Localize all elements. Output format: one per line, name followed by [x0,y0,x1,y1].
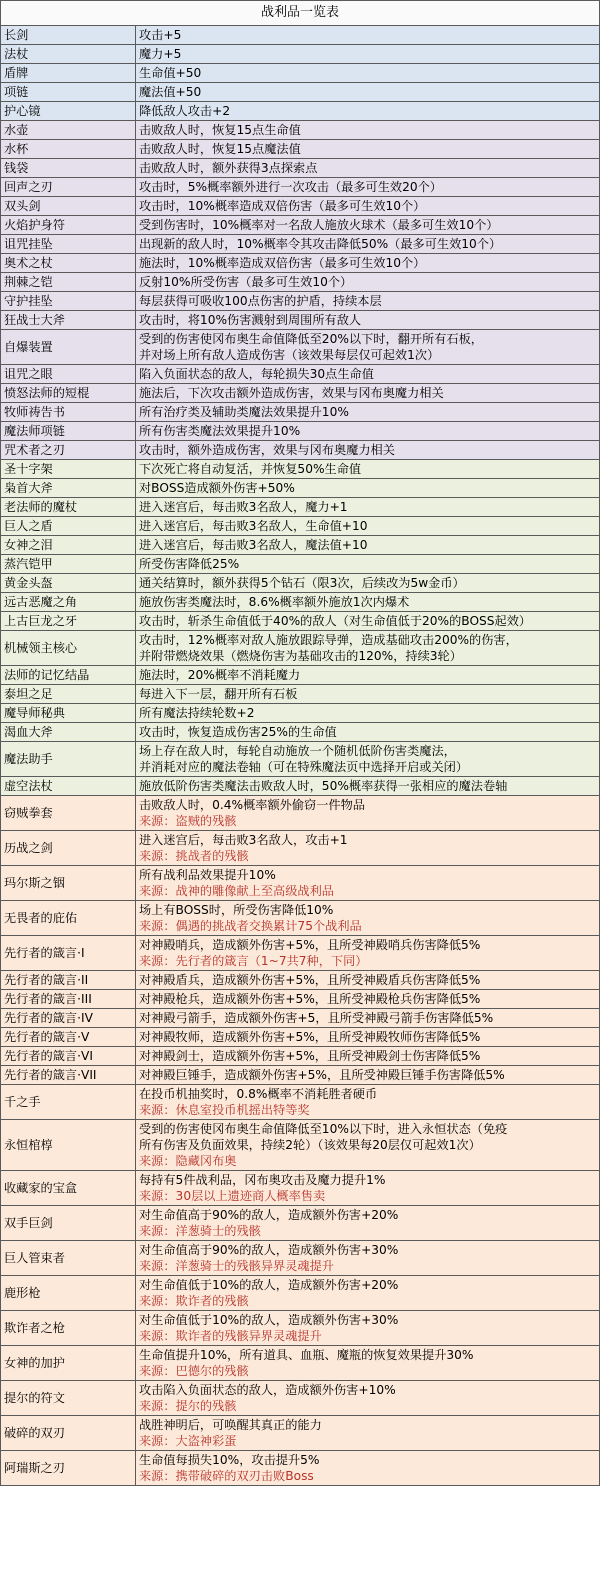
item-effect [136,216,600,235]
table-row [1,777,600,796]
item-name: 项链 [1,83,136,102]
table-row [1,197,600,216]
table-row [1,666,600,685]
effect-text: 所有战利品效果提升10% [139,868,276,882]
effect-text: 攻击时，12%概率对敌人施放跟踪导弹，造成基础攻击200%的伤害， [139,633,518,647]
table-row [1,1120,600,1171]
item-name: 奥术之杖 [1,254,136,273]
table-row [1,990,600,1009]
table-row [1,1381,600,1416]
effect-text: 对神殿巨锤手，造成额外伤害+5%，且所受神殿巨锤手伤害降低5% [139,1068,505,1082]
table-row [1,971,600,990]
item-name: 魔法师项链 [1,422,136,441]
effect-text: 进入迷宫后，每击败3名敌人，生命值+10 [139,519,368,533]
item-name: 水壶 [1,121,136,140]
item-name: 先行者的箴言·III [1,990,136,1009]
item-name: 历战之剑 [1,831,136,866]
item-name: 咒术者之刃 [1,441,136,460]
effect-text: 攻击陷入负面状态的敌人，造成额外伤害+10% [139,1383,396,1397]
item-name: 愤怒法师的短棍 [1,384,136,403]
item-name: 法杖 [1,45,136,64]
table-row [1,422,600,441]
table-row [1,83,600,102]
item-effect [136,479,600,498]
source-text: 来源：欺诈者的残骸 [139,1294,249,1308]
effect-text: 对神殿牧师，造成额外伤害+5%，且所受神殿牧师伤害降低5% [139,1030,481,1044]
item-effect [136,1381,600,1416]
item-name: 长剑 [1,26,136,45]
table-row [1,1311,600,1346]
effect-text: 对神殿枪兵，造成额外伤害+5%，且所受神殿枪兵伤害降低5% [139,992,481,1006]
table-row [1,441,600,460]
effect-text: 击败敌人时，0.4%概率额外偷窃一件物品 [139,798,365,812]
item-name: 收藏家的宝盒 [1,1171,136,1206]
item-effect [136,1085,600,1120]
item-name: 先行者的箴言·VI [1,1047,136,1066]
item-effect [136,273,600,292]
item-name: 破碎的双刃 [1,1416,136,1451]
item-name: 巨人管束者 [1,1241,136,1276]
table-row [1,555,600,574]
table-row [1,631,600,666]
effect-text: 击败敌人时，额外获得3点探索点 [139,161,318,175]
effect-text: 击败敌人时，恢复15点魔法值 [139,142,301,156]
effect-text: 并附带燃烧效果（燃烧伤害为基础攻击的120%，持续3轮） [139,649,462,663]
effect-text: 对神殿剑士，造成额外伤害+5%，且所受神殿剑士伤害降低5% [139,1049,481,1063]
effect-text: 攻击时，额外造成伤害，效果与冈布奥魔力相关 [139,443,395,457]
effect-text: 每持有5件战利品，冈布奥攻击及魔力提升1% [139,1173,386,1187]
table-row [1,1009,600,1028]
item-name: 无畏者的庇佑 [1,901,136,936]
source-text: 来源：挑战者的残骸 [139,849,249,863]
table-row [1,723,600,742]
table-row [1,498,600,517]
item-name: 先行者的箴言·V [1,1028,136,1047]
item-effect [136,64,600,83]
item-effect [136,723,600,742]
source-text: 来源：30层以上遗迹商人概率售卖 [139,1189,326,1203]
effect-text: 生命值+50 [139,66,202,80]
table-row [1,1346,600,1381]
effect-text: 战胜神明后，可唤醒其真正的能力 [139,1418,322,1432]
source-text: 来源：携带破碎的双刃击败Boss [139,1469,314,1483]
item-name: 回声之刃 [1,178,136,197]
effect-text: 攻击时，恢复造成伤害25%的生命值 [139,725,337,739]
item-name: 黄金头盔 [1,574,136,593]
effect-text: 施放伤害类魔法时，8.6%概率额外施放1次内爆术 [139,595,410,609]
item-name: 先行者的箴言·IV [1,1009,136,1028]
item-name: 窃贼拳套 [1,796,136,831]
item-effect [136,1346,600,1381]
table-row [1,1047,600,1066]
item-name: 枭首大斧 [1,479,136,498]
effect-text: 受到的伤害使冈布奥生命值降低至10%以下时，进入永恒状态（免疫 [139,1122,508,1136]
table-row [1,45,600,64]
effect-text: 场上存在敌人时，每轮自动施放一个随机低阶伤害类魔法， [139,744,456,758]
effect-text: 所受伤害降低25% [139,557,240,571]
item-effect [136,441,600,460]
item-effect [136,422,600,441]
effect-text: 攻击时，5%概率额外进行一次攻击（最多可生效20个） [139,180,442,194]
item-effect [136,330,600,365]
effect-text: 施法后，下次攻击额外造成伤害，效果与冈布奥魔力相关 [139,386,444,400]
item-name: 远古恶魔之角 [1,593,136,612]
item-name: 渴血大斧 [1,723,136,742]
table-row [1,574,600,593]
effect-text: 对神殿盾兵，造成额外伤害+5%，且所受神殿盾兵伤害降低5% [139,973,481,987]
table-row [1,235,600,254]
effect-text: 下次死亡将自动复活，并恢复50%生命值 [139,462,362,476]
item-name: 上古巨龙之牙 [1,612,136,631]
item-effect [136,1066,600,1085]
item-name: 虚空法杖 [1,777,136,796]
item-name: 双手巨剑 [1,1206,136,1241]
table-row [1,593,600,612]
table-row [1,901,600,936]
table-row [1,742,600,777]
source-text: 来源：战神的雕像献上至高级战利品 [139,884,334,898]
item-effect [136,403,600,422]
item-name: 守护挂坠 [1,292,136,311]
table-row [1,1066,600,1085]
table-row [1,536,600,555]
item-effect [136,555,600,574]
effect-text: 生命值每损失10%，攻击提升5% [139,1453,320,1467]
item-effect [136,235,600,254]
table-row [1,460,600,479]
table-row [1,403,600,422]
effect-text: 受到的伤害使冈布奥生命值降低至20%以下时，翻开所有石板， [139,332,483,346]
item-name: 欺诈者之枪 [1,1311,136,1346]
item-effect [136,1206,600,1241]
item-effect [136,1416,600,1451]
table-row [1,1241,600,1276]
source-text: 来源：偶遇的挑战者交换累计75个战利品 [139,919,362,933]
item-effect [136,121,600,140]
item-effect [136,460,600,479]
source-text: 来源：隐藏冈布奥 [139,1154,237,1168]
item-effect [136,292,600,311]
item-name: 先行者的箴言·II [1,971,136,990]
table-row [1,102,600,121]
table-row [1,140,600,159]
source-text: 来源：大盗神彩蛋 [139,1434,237,1448]
item-name: 诅咒之眼 [1,365,136,384]
item-name: 女神之泪 [1,536,136,555]
effect-text: 场上有BOSS时，所受伤害降低10% [139,903,334,917]
table-row [1,1028,600,1047]
item-name: 狂战士大斧 [1,311,136,330]
item-name: 圣十字架 [1,460,136,479]
table-row [1,1276,600,1311]
item-effect [136,901,600,936]
effect-text: 生命值提升10%，所有道具、血瓶、魔瓶的恢复效果提升30% [139,1348,474,1362]
item-name: 巨人之盾 [1,517,136,536]
effect-text: 通关结算时，额外获得5个钻石（限3次，后续改为5w金币） [139,576,465,590]
item-effect [136,536,600,555]
item-effect [136,517,600,536]
effect-text: 受到伤害时，10%概率对一名敌人施放火球术（最多可生效10个） [139,218,499,232]
item-effect [136,83,600,102]
item-name: 机械领主核心 [1,631,136,666]
item-name: 老法师的魔杖 [1,498,136,517]
item-effect [136,102,600,121]
item-name: 永恒棺椁 [1,1120,136,1171]
table-row [1,1451,600,1486]
source-text: 来源：巴德尔的残骸 [139,1364,249,1378]
effect-text: 攻击+5 [139,28,182,42]
item-name: 阿瑞斯之刃 [1,1451,136,1486]
item-effect [136,612,600,631]
item-name: 牧师祷告书 [1,403,136,422]
item-effect [136,971,600,990]
item-effect [136,197,600,216]
item-name: 鹿形枪 [1,1276,136,1311]
table-row [1,330,600,365]
item-name: 千之手 [1,1085,136,1120]
item-name: 盾牌 [1,64,136,83]
table-row [1,26,600,45]
table-row [1,159,600,178]
item-name: 魔导师秘典 [1,704,136,723]
source-text: 来源：提尔的残骸 [139,1399,237,1413]
item-effect [136,1276,600,1311]
effect-text: 并消耗对应的魔法卷轴（可在特殊魔法页中选择开启或关闭） [139,760,469,774]
item-name: 荆棘之铠 [1,273,136,292]
item-effect [136,178,600,197]
item-effect [136,574,600,593]
table-row [1,216,600,235]
source-text: 来源：洋葱骑士的残骸 [139,1224,261,1238]
effect-text: 每层获得可吸收100点伤害的护盾，持续本层 [139,294,382,308]
item-effect [136,498,600,517]
effect-text: 对BOSS造成额外伤害+50% [139,481,295,495]
table-row [1,384,600,403]
item-name: 蒸汽铠甲 [1,555,136,574]
effect-text: 对生命值高于90%的敌人，造成额外伤害+30% [139,1243,399,1257]
item-name: 护心镜 [1,102,136,121]
effect-text: 每进入下一层，翻开所有石板 [139,687,298,701]
effect-text: 对生命值低于10%的敌人，造成额外伤害+20% [139,1278,399,1292]
item-effect [136,140,600,159]
item-effect [136,866,600,901]
item-effect [136,936,600,971]
table-title: 战利品一览表 [1,1,600,26]
item-effect [136,685,600,704]
source-text: 来源：休息室投币机摇出特等奖 [139,1103,310,1117]
table-row [1,831,600,866]
effect-text: 攻击时，斩杀生命值低于40%的敌人（对生命值低于20%的BOSS起效） [139,614,532,628]
effect-text: 所有治疗类及辅助类魔法效果提升10% [139,405,349,419]
table-row [1,1416,600,1451]
table-row [1,121,600,140]
effect-text: 所有伤害类魔法效果提升10% [139,424,301,438]
effect-text: 施法时，10%概率造成双倍伤害（最多可生效10个） [139,256,426,270]
item-effect [136,1451,600,1486]
effect-text: 施放低阶伤害类魔法击败敌人时，50%概率获得一张相应的魔法卷轴 [139,779,508,793]
table-row [1,273,600,292]
item-name: 提尔的符文 [1,1381,136,1416]
item-name: 水杯 [1,140,136,159]
table-row [1,866,600,901]
item-effect [136,384,600,403]
item-name: 女神的加护 [1,1346,136,1381]
effect-text: 对神殿哨兵，造成额外伤害+5%，且所受神殿哨兵伤害降低5% [139,938,481,952]
effect-text: 出现新的敌人时，10%概率令其攻击降低50%（最多可生效10个） [139,237,502,251]
effect-text: 魔力+5 [139,47,182,61]
item-name: 法师的记忆结晶 [1,666,136,685]
effect-text: 对生命值低于10%的敌人，造成额外伤害+30% [139,1313,399,1327]
table-row [1,796,600,831]
effect-text: 进入迷宫后，每击败3名敌人，魔力+1 [139,500,348,514]
table-row [1,311,600,330]
table-row [1,365,600,384]
effect-text: 并对场上所有敌人造成伤害（该效果每层仅可起效1次） [139,348,440,362]
item-effect [136,1009,600,1028]
item-effect [136,666,600,685]
table-row [1,936,600,971]
item-name: 先行者的箴言·I [1,936,136,971]
item-effect [136,593,600,612]
effect-text: 反射10%所受伤害（最多可生效10个） [139,275,353,289]
table-row [1,178,600,197]
item-name: 魔法助手 [1,742,136,777]
table-row [1,1085,600,1120]
item-name: 诅咒挂坠 [1,235,136,254]
effect-text: 进入迷宫后，每击败3名敌人，攻击+1 [139,833,348,847]
table-row [1,292,600,311]
item-effect [136,365,600,384]
effect-text: 降低敌人攻击+2 [139,104,231,118]
effect-text: 施法时，20%概率不消耗魔力 [139,668,301,682]
table-row [1,612,600,631]
effect-text: 所有魔法持续轮数+2 [139,706,255,720]
table-row [1,254,600,273]
source-text: 来源：欺诈者的残骸异界灵魂提升 [139,1329,322,1343]
effect-text: 攻击时，将10%伤害溅射到周围所有敌人 [139,313,362,327]
table-row [1,1206,600,1241]
item-effect [136,777,600,796]
item-effect [136,742,600,777]
effect-text: 所有伤害及负面效果，持续2轮）（该效果每20层仅可起效1次） [139,1138,481,1152]
item-name: 钱袋 [1,159,136,178]
item-name: 先行者的箴言·VII [1,1066,136,1085]
item-effect [136,990,600,1009]
item-effect [136,1311,600,1346]
effect-text: 进入迷宫后，每击败3名敌人，魔法值+10 [139,538,368,552]
table-row [1,479,600,498]
table-row [1,704,600,723]
item-name: 自爆装置 [1,330,136,365]
item-effect [136,254,600,273]
effect-text: 对神殿弓箭手，造成额外伤害+5，且所受神殿弓箭手伤害降低5% [139,1011,494,1025]
effect-text: 攻击时，10%概率造成双倍伤害（最多可生效10个） [139,199,426,213]
item-effect [136,704,600,723]
item-effect [136,1047,600,1066]
item-effect [136,831,600,866]
item-effect [136,45,600,64]
item-effect [136,796,600,831]
item-effect [136,311,600,330]
source-text: 来源：盗贼的残骸 [139,814,237,828]
item-effect [136,26,600,45]
effect-text: 陷入负面状态的敌人，每轮损失30点生命值 [139,367,374,381]
item-name: 泰坦之足 [1,685,136,704]
item-effect [136,159,600,178]
loot-table-body [1,26,600,1486]
table-row [1,685,600,704]
item-name: 双头剑 [1,197,136,216]
table-row [1,1171,600,1206]
source-text: 来源：先行者的箴言（1~7共7种，下同） [139,954,368,968]
source-text: 来源：洋葱骑士的残骸异界灵魂提升 [139,1259,334,1273]
effect-text: 对生命值高于90%的敌人，造成额外伤害+20% [139,1208,399,1222]
table-row [1,517,600,536]
item-effect [136,1241,600,1276]
table-row [1,64,600,83]
item-effect [136,1120,600,1171]
item-effect [136,1171,600,1206]
effect-text: 在投币机抽奖时，0.8%概率不消耗胜者硬币 [139,1087,378,1101]
item-effect [136,631,600,666]
item-name: 火焰护身符 [1,216,136,235]
effect-text: 魔法值+50 [139,85,202,99]
item-name: 玛尔斯之铟 [1,866,136,901]
item-effect [136,1028,600,1047]
effect-text: 击败敌人时，恢复15点生命值 [139,123,301,137]
